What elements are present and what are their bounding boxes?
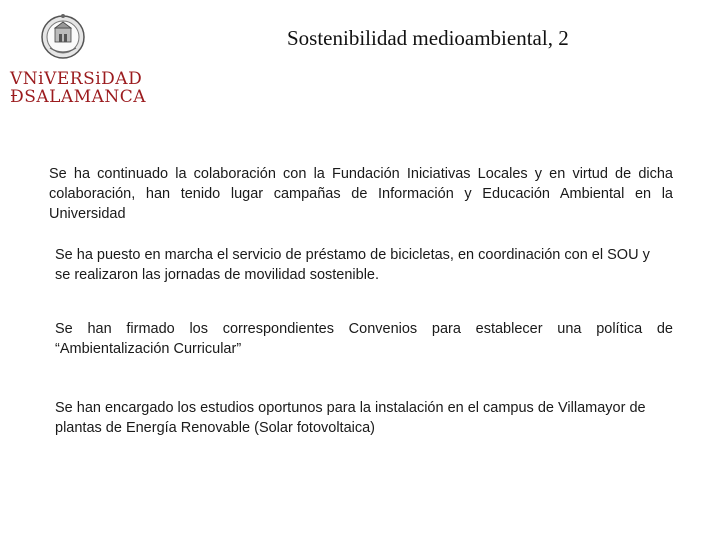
university-seal-icon xyxy=(40,10,86,64)
paragraph-colaboracion: Se ha continuado la colaboración con la Fundación Iniciativas Locales y en virtud de dicha colaboración, han tenido lugar campañas de Información y Educación Ambiental en la Universidad xyxy=(49,166,673,222)
paragraph-bicicletas: Se ha puesto en marcha el servicio de préstamo de bicicletas, en coordinación con el SOU y se realizaron las jornadas de movilidad sostenible. xyxy=(55,247,650,283)
paragraph-convenios: Se han firmado los correspondientes Convenios para establecer una política de “Ambientalización Curricular” xyxy=(55,321,673,357)
university-wordmark xyxy=(10,70,146,106)
wordmark-line-1: VNiVERSiDAD xyxy=(10,69,143,89)
paragraph-energia-renovable: Se han encargado los estudios oportunos para la instalación en el campus de Villamayor de plantas de Energía Renovable (Solar fotovoltaica) xyxy=(55,400,646,436)
wordmark-line-2: ÐSALAMANCA xyxy=(10,87,147,107)
page-title: Sostenibilidad medioambiental, 2 xyxy=(287,26,569,50)
